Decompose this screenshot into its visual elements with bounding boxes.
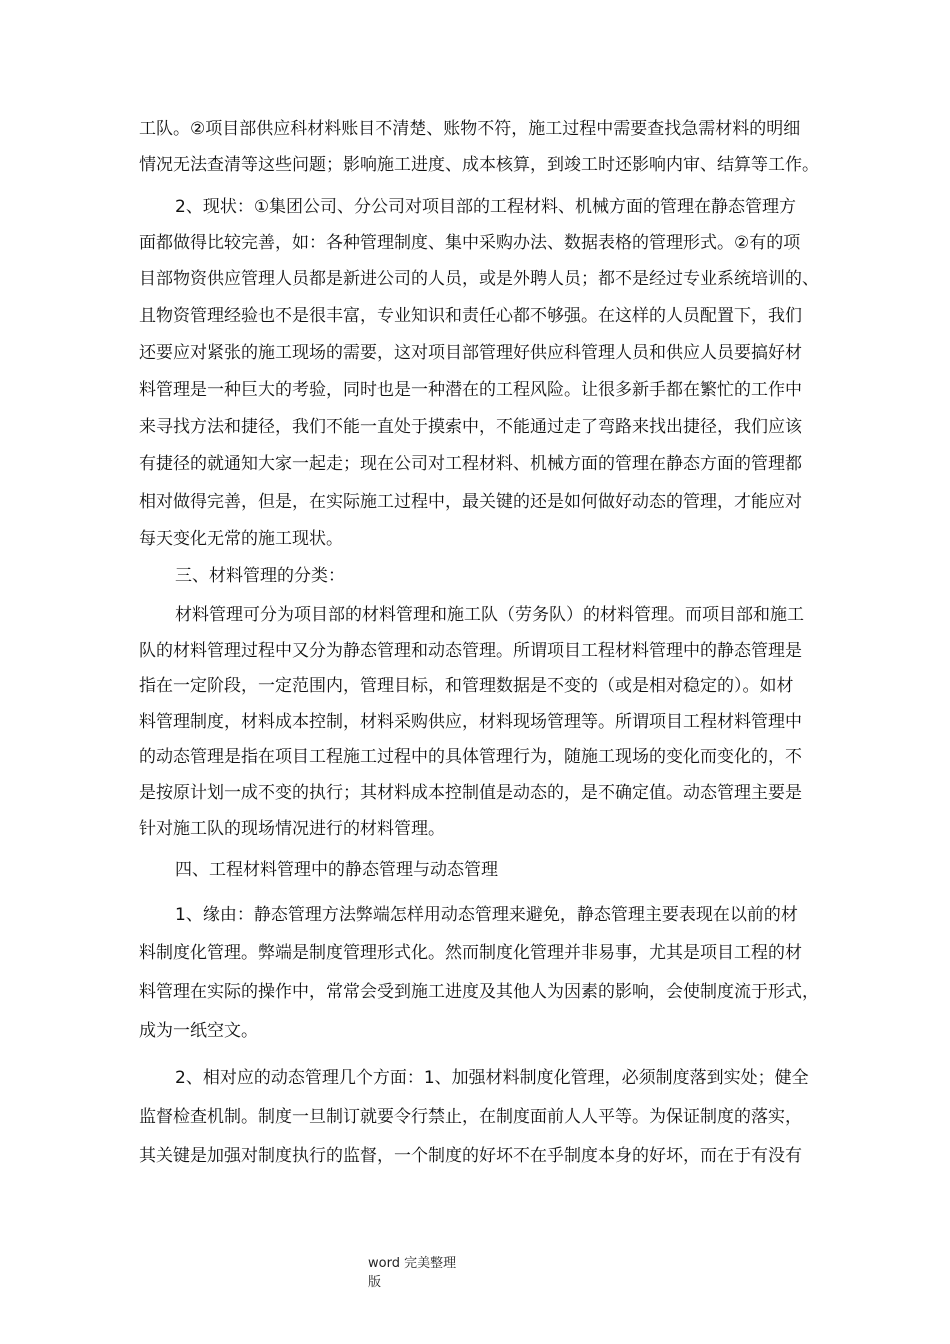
text-line: 料制度化管理。弊端是制度管理形式化。然而制度化管理并非易事，尤其是项目工程的材	[139, 943, 802, 963]
text-line: 2、现状：①集团公司、分公司对项目部的工程材料、机械方面的管理在静态管理方	[175, 197, 797, 217]
text-line: 来寻找方法和捷径，我们不能一直处于摸索中，不能通过走了弯路来找出捷径，我们应该	[139, 417, 802, 437]
text-line: 队的材料管理过程中又分为静态管理和动态管理。所谓项目工程材料管理中的静态管理是	[139, 641, 802, 661]
text-line: 2、相对应的动态管理几个方面：1、加强材料制度化管理，必须制度落到实处；健全	[175, 1068, 809, 1088]
text-line: 面都做得比较完善，如：各种管理制度、集中采购办法、数据表格的管理形式。②有的项	[139, 233, 801, 253]
text-line: 指在一定阶段，一定范围内，管理目标，和管理数据是不变的（或是相对稳定的）。如材	[139, 676, 794, 696]
text-line: 且物资管理经验也不是很丰富，专业知识和责任心都不够强。在这样的人员配置下，我们	[139, 306, 802, 326]
text-line: 每天变化无常的施工现状。	[139, 529, 343, 549]
text-line: 还要应对紧张的施工现场的需要，这对项目部管理好供应科管理人员和供应人员要搞好材	[139, 343, 802, 363]
footer-text: 版	[368, 1275, 382, 1290]
text-line: 目部物资供应管理人员都是新进公司的人员，或是外聘人员；都不是经过专业系统培训的、	[139, 269, 819, 289]
text-line: 相对做得完善，但是，在实际施工过程中，最关键的还是如何做好动态的管理，才能应对	[139, 492, 802, 512]
text-line: 材料管理可分为项目部的材料管理和施工队（劳务队）的材料管理。而项目部和施工	[175, 605, 804, 625]
text-line: 料管理在实际的操作中，常常会受到施工进度及其他人为因素的影响，会使制度流于形式，	[139, 982, 819, 1002]
text-line: 工队。②项目部供应科材料账目不清楚、账物不符，施工过程中需要查找急需材料的明细	[139, 119, 801, 139]
section-heading: 三、材料管理的分类：	[175, 566, 345, 586]
text-line: 针对施工队的现场情况进行的材料管理。	[139, 819, 445, 839]
footer-text: word 完美整理	[368, 1256, 457, 1271]
text-line: 1、缘由：静态管理方法弊端怎样用动态管理来避免，静态管理主要表现在以前的材	[175, 905, 798, 925]
section-heading: 四、工程材料管理中的静态管理与动态管理	[175, 860, 498, 880]
text-line: 料管理是一种巨大的考验，同时也是一种潜在的工程风险。让很多新手都在繁忙的工作中	[139, 380, 802, 400]
text-line: 其关键是加强对制度执行的监督，一个制度的好坏不在乎制度本身的好坏，而在于有没有	[139, 1146, 802, 1166]
text-line: 是按原计划一成不变的执行；其材料成本控制值是动态的，是不确定值。动态管理主要是	[139, 783, 802, 803]
text-line: 情况无法查清等这些问题；影响施工进度、成本核算，到竣工时还影响内审、结算等工作。	[139, 155, 819, 175]
text-line: 监督检查机制。制度一旦制订就要令行禁止，在制度面前人人平等。为保证制度的落实，	[139, 1107, 802, 1127]
text-line: 有捷径的就通知大家一起走；现在公司对工程材料、机械方面的管理在静态方面的管理都	[139, 454, 802, 474]
text-line: 成为一纸空文。	[139, 1021, 258, 1041]
text-line: 料管理制度，材料成本控制，材料采购供应，材料现场管理等。所谓项目工程材料管理中	[139, 712, 802, 732]
text-line: 的动态管理是指在项目工程施工过程中的具体管理行为，随施工现场的变化而变化的，不	[139, 747, 802, 767]
